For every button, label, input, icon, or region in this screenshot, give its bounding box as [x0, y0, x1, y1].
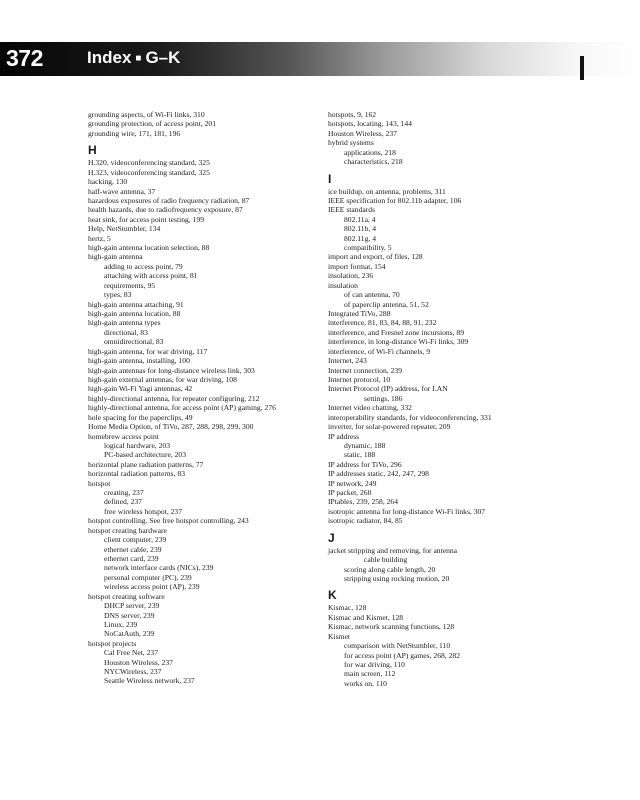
- index-subentry: for war driving, 110: [344, 659, 405, 669]
- index-entry: Internet, 243: [328, 356, 367, 366]
- index-entry: IEEE specification for 802.11b adapter, 106: [328, 195, 462, 205]
- index-entry: Internet Protocol (IP) address, for LAN: [328, 384, 448, 394]
- index-entry: high-gain antenna: [88, 252, 143, 262]
- index-subentry: scoring along cable length, 20: [344, 564, 436, 574]
- index-entry: isotropic radiator, 84, 85: [328, 516, 403, 526]
- index-column-right: [328, 110, 563, 688]
- index-entry: interference, 81, 83, 84, 88, 91, 232: [328, 318, 437, 328]
- index-entry: IP addresses static, 242, 247, 298: [328, 469, 429, 479]
- index-entry: hotspots, locating, 143, 144: [328, 119, 412, 129]
- index-entry: hotspot controlling. See free hotspot controlling, 243: [88, 516, 249, 526]
- index-entry: isotropic antenna for long-distance Wi-Fi links, 307: [328, 506, 486, 516]
- index-subentry: requirements, 95: [104, 280, 156, 290]
- index-subentry: attaching with access point, 81: [104, 271, 198, 281]
- index-entry: hybrid systems: [328, 138, 374, 148]
- index-subentry: client computer, 239: [104, 535, 167, 545]
- index-entry: hotspot: [88, 478, 111, 488]
- index-entry: grounding protection, of access point, 201: [88, 119, 217, 129]
- index-subentry: directional, 83: [104, 327, 148, 337]
- index-entry: Kismac and Kismet, 128: [328, 612, 404, 622]
- index-subentry: ethernet cable, 239: [104, 544, 162, 554]
- index-entry: IEEE standards: [328, 205, 376, 215]
- index-entry: high-gain Wi-Fi Yagi antennas, 42: [88, 384, 193, 394]
- index-subentry: NYCWireless, 237: [104, 667, 162, 677]
- index-entry: Help, NetStumbler, 134: [88, 224, 161, 234]
- index-subentry: characteristics, 218: [344, 157, 403, 167]
- index-subentry: static, 188: [344, 450, 376, 460]
- index-subentry: adding to access point, 79: [104, 261, 183, 271]
- index-subentry: DNS server, 239: [104, 610, 155, 620]
- index-subentry: comparison with NetStumbler, 110: [344, 641, 451, 651]
- index-entry: Kismet: [328, 631, 350, 641]
- index-subentry: defined, 237: [104, 497, 142, 507]
- index-subentry: dynamic, 188: [344, 440, 386, 450]
- index-entry: high-gain antennas for long-distance wireless link, 303: [88, 365, 255, 375]
- index-subentry: PC-based architecture, 203: [104, 450, 187, 460]
- index-entry: hertz, 5: [88, 233, 111, 243]
- index-subentry: 802.11a, 4: [344, 214, 376, 224]
- index-subentry: logical hardware, 203: [104, 440, 170, 450]
- index-entry: high-gain antenna location, 88: [88, 309, 181, 319]
- index-subentry: personal computer (PC), 239: [104, 572, 192, 582]
- index-subentry: free wireless hotspot, 237: [104, 506, 183, 516]
- header-separator-icon: ■: [135, 53, 142, 64]
- index-entry: homebrew access point: [88, 431, 159, 441]
- index-subentry: of can antenna, 70: [344, 290, 400, 300]
- index-column-left: [88, 110, 323, 686]
- header-rule: [580, 56, 584, 80]
- index-subentry: 802.11g, 4: [344, 233, 376, 243]
- index-entry: Kismac, 128: [328, 603, 367, 613]
- index-entry: hotspot creating software: [88, 591, 165, 601]
- index-subentry: of paperclip antenna, 51, 52: [344, 299, 429, 309]
- index-subentry: 802.11b, 4: [344, 224, 376, 234]
- index-entry: H.323, videoconferencing standard, 325: [88, 167, 210, 177]
- index-entry: ice buildup, on antenna, problems, 311: [328, 186, 446, 196]
- index-entry: interference, and Fresnel zone incursions, 89: [328, 327, 465, 337]
- index-entry: interoperability standards, for videoconferencing, 331: [328, 412, 492, 422]
- running-header-title: [87, 48, 180, 68]
- index-entry: hotspot creating hardware: [88, 525, 167, 535]
- index-subentry: applications, 218: [344, 147, 396, 157]
- index-entry: insolation, 236: [328, 271, 374, 281]
- index-subentry: omnidirectional, 83: [104, 337, 164, 347]
- index-entry: import format, 154: [328, 261, 386, 271]
- page-number: 372: [6, 45, 43, 71]
- index-entry: heat sink, for access point testing, 199: [88, 214, 204, 224]
- index-entry: interference, of Wi-Fi channels, 9: [328, 346, 431, 356]
- index-subentry: Houston Wireless, 237: [104, 657, 173, 667]
- index-entry: hole spacing for the paperclips, 49: [88, 412, 193, 422]
- header-title-text: Index: [87, 48, 132, 67]
- index-entry: highly-directional antenna, for access point (AP) gaming, 276: [88, 403, 276, 413]
- index-entry: high-gain external antennas, for war driving, 108: [88, 374, 237, 384]
- index-entry: jacket stripping and removing, for antenna: [328, 545, 458, 555]
- index-entry-continuation: settings, 186: [364, 393, 403, 403]
- index-subentry: ethernet card, 239: [104, 553, 159, 563]
- index-entry-continuation: cable building: [364, 555, 408, 565]
- index-subentry: Linux, 239: [104, 619, 138, 629]
- index-subentry: network interface cards (NICs), 239: [104, 563, 214, 573]
- index-entry: Integrated TiVo, 288: [328, 309, 391, 319]
- index-entry: H.320, videoconferencing standard, 325: [88, 158, 210, 168]
- index-entry: high-gain antenna attaching, 91: [88, 299, 184, 309]
- index-entry: hacking, 130: [88, 177, 128, 187]
- index-subentry: for access point (AP) games, 268, 282: [344, 650, 460, 660]
- index-subentry: DHCP server, 239: [104, 601, 160, 611]
- index-entry: horizontal radiation patterns, 83: [88, 469, 186, 479]
- index-subentry: wireless access point (AP), 239: [104, 582, 200, 592]
- index-entry: high-gain antenna, for war driving, 117: [88, 346, 208, 356]
- index-letter-heading: H: [88, 143, 97, 158]
- header-letter-range: G–K: [145, 48, 181, 67]
- index-entry: insulation: [328, 280, 358, 290]
- index-entry: interference, in long-distance Wi-Fi links, 309: [328, 337, 469, 347]
- index-entry: IP packet, 260: [328, 488, 372, 498]
- index-entry: Internet video chatting, 332: [328, 403, 412, 413]
- index-entry: high-gain antenna, installing, 100: [88, 356, 190, 366]
- index-subentry: Cal Free Net, 237: [104, 648, 158, 658]
- index-subentry: Seattle Wireless network, 237: [104, 676, 195, 686]
- index-entry: Internet protocol, 10: [328, 374, 391, 384]
- index-entry: horizontal plane radiation patterns, 77: [88, 459, 204, 469]
- index-entry: highly-directional antenna, for repeater configuring, 212: [88, 393, 260, 403]
- index-entry: IP address: [328, 431, 360, 441]
- index-entry: hotspots, 9, 162: [328, 110, 377, 119]
- index-entry: grounding wire, 171, 181, 196: [88, 128, 181, 138]
- index-subentry: stripping using rocking motion, 20: [344, 573, 450, 583]
- index-entry: hotspot projects: [88, 638, 137, 648]
- index-subentry: creating, 237: [104, 488, 144, 498]
- index-subentry: works on, 110: [344, 678, 387, 688]
- index-entry: import and export, of files, 128: [328, 252, 423, 262]
- index-entry: high-gain antenna types: [88, 318, 161, 328]
- index-letter-heading: K: [328, 588, 337, 603]
- index-subentry: compatibility, 5: [344, 243, 392, 253]
- index-entry: Internet connection, 239: [328, 365, 403, 375]
- index-entry: Home Media Option, of TiVo, 287, 288, 298, 299, 300: [88, 422, 254, 432]
- index-letter-heading: J: [328, 530, 335, 545]
- index-entry: half-wave antenna, 37: [88, 186, 156, 196]
- index-entry: high-gain antenna location selection, 88: [88, 243, 210, 253]
- index-entry: IPtables, 239, 258, 264: [328, 497, 399, 507]
- index-entry: hazardous exposures of radio frequency radiation, 87: [88, 195, 250, 205]
- index-subentry: types, 83: [104, 290, 132, 300]
- index-entry: Houston Wireless, 237: [328, 128, 397, 138]
- index-entry: IP network, 249: [328, 478, 377, 488]
- index-subentry: main screen, 112: [344, 669, 396, 679]
- index-entry: health hazards, due to radiofrequency exposure, 87: [88, 205, 243, 215]
- index-letter-heading: I: [328, 171, 332, 186]
- index-entry: inverter, for solar-powered repeater, 209: [328, 422, 451, 432]
- index-entry: grounding aspects, of Wi-Fi links, 310: [88, 110, 205, 119]
- index-subentry: NoCatAuth, 239: [104, 629, 155, 639]
- index-entry: IP address for TiVo, 296: [328, 459, 402, 469]
- index-entry: Kismac, network scanning functions, 128: [328, 622, 455, 632]
